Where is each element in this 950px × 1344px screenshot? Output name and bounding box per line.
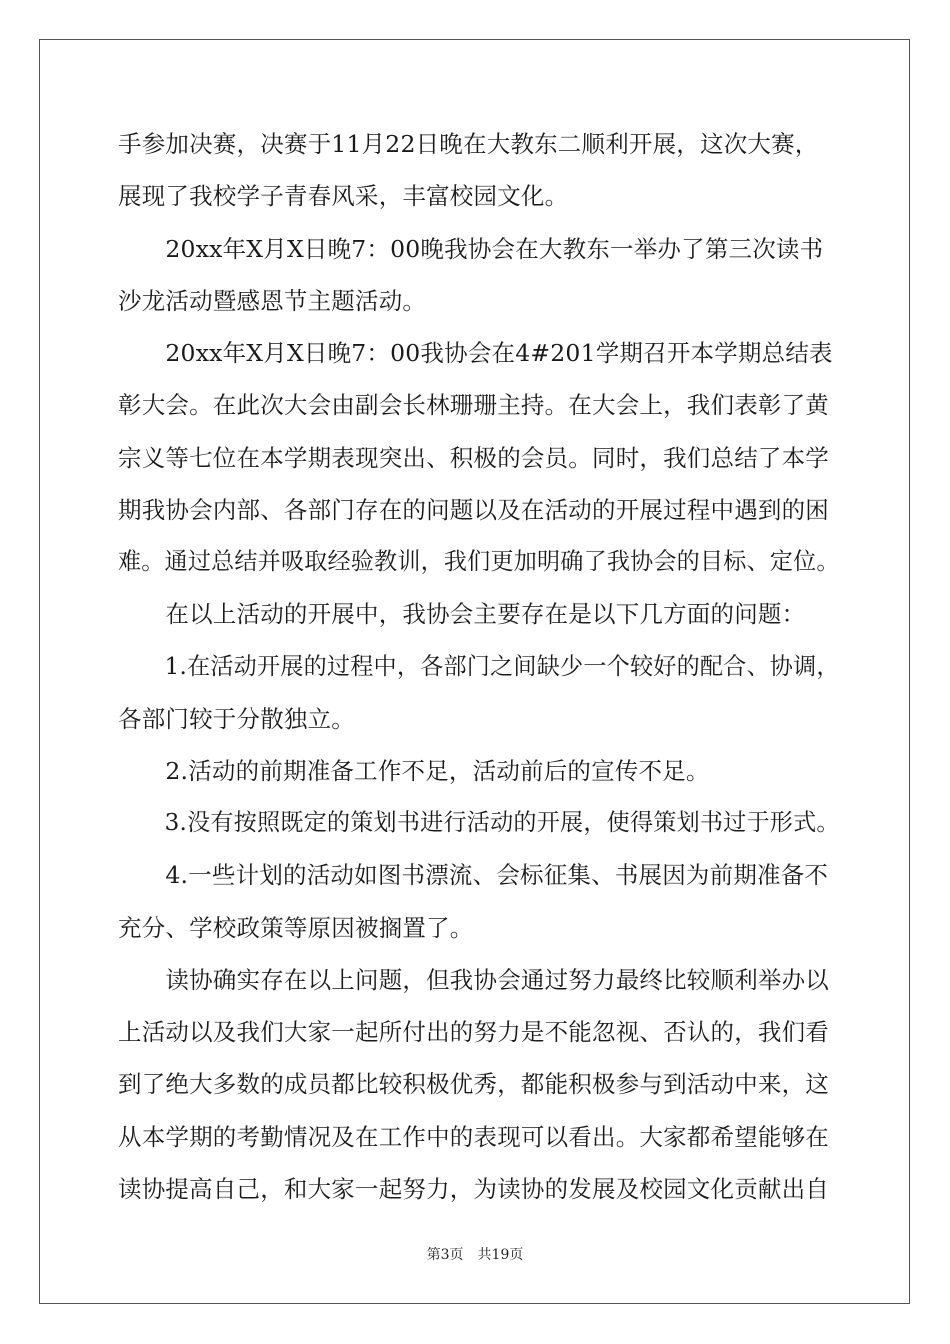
text-line: 手参加决赛，决赛于11月22日晚在大教东二顺利开展，这次大赛，	[118, 130, 819, 158]
text-line: 宗义等七位在本学期表现突出、积极的会员。同时，我们总结了本学	[118, 444, 829, 472]
text-line: 充分、学校政策等原因被搁置了。	[118, 914, 474, 942]
page-number: 第3页	[426, 1247, 464, 1263]
text-line: 难。通过总结并吸取经验教训，我们更加明确了我协会的目标、定位。	[118, 549, 840, 575]
text-line: 4.一些计划的活动如图书漂流、会标征集、书展因为前期准备不	[118, 861, 829, 889]
text-line: 沙龙活动暨感恩节主题活动。	[118, 287, 427, 315]
text-line: 期我协会内部、各部门存在的问题以及在活动的开展过程中遇到的困	[118, 496, 829, 524]
text-line: 从本学期的考勤情况及在工作中的表现可以看出。大家都希望能够在	[118, 1123, 829, 1151]
text-line: 读协确实存在以上问题，但我协会通过努力最终比较顺利举办以	[118, 966, 829, 994]
page-footer	[0, 1244, 950, 1264]
text-line: 上活动以及我们大家一起所付出的努力是不能忽视、否认的，我们看	[118, 1018, 829, 1046]
text-line: 各部门较于分散独立。	[118, 705, 355, 733]
text-line: 在以上活动的开展中，我协会主要存在是以下几方面的问题：	[118, 600, 806, 628]
text-line: 读协提高自己，和大家一起努力，为读协的发展及校园文化贡献出自	[118, 1175, 829, 1203]
text-line: 20xx年X月X日晚7：00晚我协会在大教东一举办了第三次读书	[118, 235, 824, 263]
text-line: 3.没有按照既定的策划书进行活动的开展，使得策划书过于形式。	[118, 810, 840, 836]
text-line: 2.活动的前期准备工作不足，活动前后的宣传不足。	[118, 757, 710, 785]
text-line: 展现了我校学子青春风采，丰富校园文化。	[118, 182, 569, 210]
text-line: 到了绝大多数的成员都比较积极优秀，都能积极参与到活动中来，这	[118, 1070, 829, 1098]
text-line: 1.在活动开展的过程中，各部门之间缺少一个较好的配合、协调，	[118, 654, 840, 680]
text-line: 20xx年X月X日晚7：00我协会在4#201学期召开本学期总结表	[118, 339, 833, 367]
text-line: 彰大会。在此次大会由副会长林珊珊主持。在大会上，我们表彰了黄	[118, 391, 829, 419]
page-total: 共19页	[477, 1247, 524, 1263]
